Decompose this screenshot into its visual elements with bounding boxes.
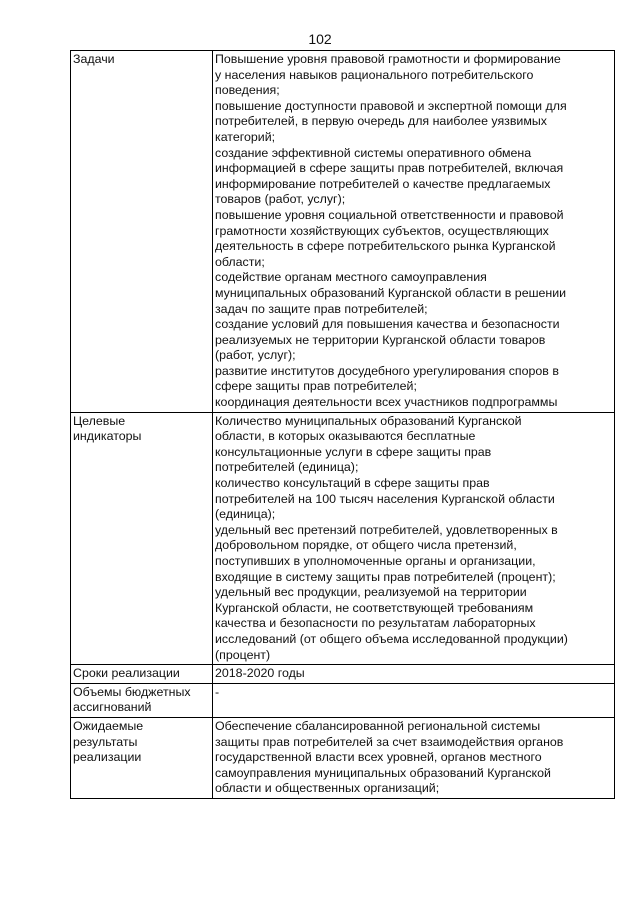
text-line: - (215, 684, 220, 699)
row-value-budget-allocations (213, 683, 615, 717)
row-label-line: Задачи (73, 52, 115, 66)
text-line: Курганской области, не соответствующей требованиям (215, 600, 534, 615)
text-line: (единица); (215, 507, 276, 522)
text-line: содействие органам местного самоуправления (215, 270, 487, 285)
text-line: создание условий для повышения качества и безопасности (215, 317, 560, 332)
text-line: Количество муниципальных образований Курганской (215, 413, 522, 428)
table-row-target-indicators (71, 412, 615, 665)
text-line: консультационные услуги в сфере защиты прав (215, 444, 492, 459)
text-line: исследований (от общего объема исследованной продукции) (215, 631, 568, 646)
text-line: потребителей (единица); (215, 460, 359, 475)
text-line: потребителей на 100 тысяч населения Курганской области (215, 491, 555, 506)
text-line: Повышение уровня правовой грамотности и формирование (215, 52, 561, 66)
table-row-implementation-period (71, 665, 615, 684)
table-row-budget-allocations (71, 683, 615, 717)
text-line: государственной власти всех уровней, органов местного (215, 750, 542, 765)
table-row-expected-results (71, 717, 615, 798)
row-label-implementation-period (71, 665, 213, 684)
text-line: Обеспечение сбалансированной региональной системы (215, 718, 541, 733)
table-row-tasks (71, 51, 615, 413)
row-label-line: Целевые (73, 413, 126, 428)
row-value-target-indicators (213, 412, 615, 665)
row-label-target-indicators (71, 412, 213, 665)
row-label-expected-results (71, 717, 213, 798)
text-line: поступивших в уполномоченные органы и организации, (215, 554, 536, 568)
row-value-implementation-period (213, 665, 615, 684)
text-line: категорий; (215, 129, 276, 144)
text-line: защиты прав потребителей за счет взаимодействия органов (215, 734, 564, 749)
row-label-line: индикаторы (73, 429, 142, 444)
text-line: муниципальных образований Курганской области в решении (215, 285, 567, 300)
text-line: области и общественных организаций; (215, 781, 440, 796)
text-line: (работ, услуг); (215, 348, 296, 363)
text-line: реализуемых не территории Курганской области товаров (215, 332, 546, 347)
text-line: координация деятельности всех участников подпрограммы (215, 395, 558, 410)
row-label-line: Сроки реализации (73, 666, 180, 681)
text-line: задач по защите прав потребителей; (215, 301, 428, 316)
row-label-line: Объемы бюджетных (73, 684, 191, 699)
text-line: области, в которых оказываются бесплатные (215, 429, 476, 444)
text-line: грамотности хозяйствующих субъектов, осуществляющих (215, 223, 549, 238)
subprogram-passport-table (70, 50, 615, 799)
row-label-line: Ожидаемые (73, 718, 144, 733)
text-line: добровольном порядке, от общего числа претензий, (215, 538, 517, 553)
text-line: сфере защиты прав потребителей; (215, 379, 417, 394)
row-label-budget-allocations (71, 683, 213, 717)
text-line: области; (215, 254, 265, 269)
text-line: повышение доступности правовой и экспертной помощи для (215, 98, 567, 113)
text-line: количество консультаций в сфере защиты прав (215, 476, 490, 491)
row-label-line: результаты (73, 734, 138, 749)
text-line: развитие институтов досудебного урегулирования споров в (215, 363, 559, 378)
text-line: самоуправления муниципальных образований Курганской (215, 765, 551, 780)
text-line: информацией в сфере защиты прав потребителей, включая (215, 161, 564, 176)
row-value-tasks (213, 51, 615, 413)
row-label-line: ассигнований (73, 700, 152, 715)
row-value-expected-results (213, 717, 615, 798)
text-line: качества и безопасности по результатам лабораторных (215, 616, 536, 631)
text-line: потребителей, в первую очередь для наиболее уязвимых (215, 114, 547, 129)
text-line: товаров (работ, услуг); (215, 192, 346, 207)
text-line: повышение уровня социальной ответственности и правовой (215, 207, 564, 222)
text-line: у населения навыков рационального потребительского (215, 67, 534, 82)
text-line: информирование потребителей о качестве предлагаемых (215, 176, 551, 191)
text-line: деятельность в сфере потребительского рынка Курганской (215, 239, 556, 254)
text-line: входящие в систему защиты прав потребителей (процент); (215, 569, 556, 584)
text-line: (процент) (215, 647, 271, 662)
row-label-line: реализации (73, 750, 142, 765)
text-line: создание эффективной системы оперативного обмена (215, 145, 532, 160)
row-label-tasks (71, 51, 213, 413)
text-line: удельный вес продукции, реализуемой на территории (215, 585, 527, 600)
page-number: 102 (308, 31, 332, 47)
text-line: удельный вес претензий потребителей, удовлетворенных в (215, 522, 558, 537)
text-line: 2018-2020 годы (215, 666, 305, 681)
text-line: поведения; (215, 83, 280, 98)
